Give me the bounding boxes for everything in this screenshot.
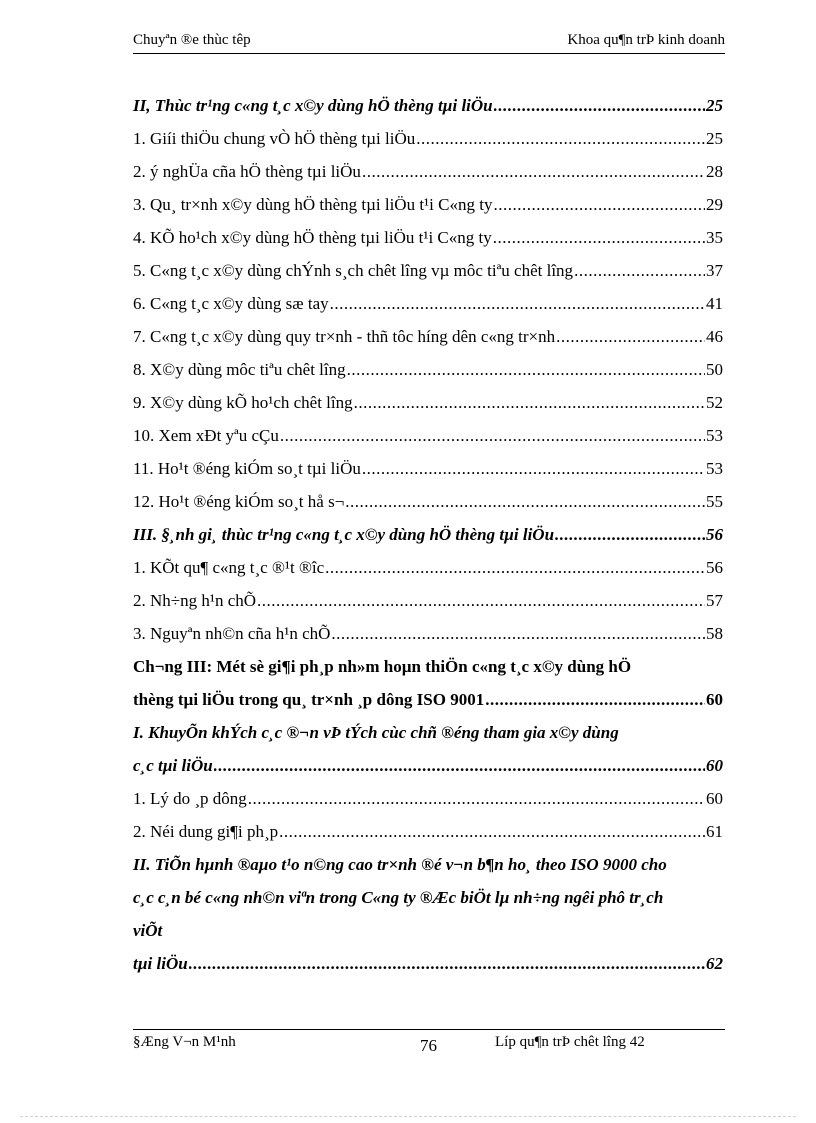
toc-leader-dots	[493, 195, 705, 215]
header-left: Chuyªn ®e thùc têp	[133, 32, 251, 48]
toc-leader-dots	[330, 294, 705, 314]
toc-entry	[133, 657, 723, 690]
toc-leader-dots	[325, 558, 705, 578]
toc-entry-title: 2. ý nghÜa cña hÖ thèng tµi liÖu	[133, 162, 361, 181]
toc-entry-title: 7. C«ng t¸c x©y dùng quy tr×nh - thñ tôc híng dên c«ng tr×nh	[133, 327, 556, 346]
toc-entry-page: 53	[706, 459, 723, 478]
toc-entry-page: 41	[706, 294, 723, 313]
toc-entry	[133, 459, 723, 492]
toc-entry	[133, 558, 723, 591]
footer-author: §Æng V¬n M¹nh	[133, 1034, 236, 1050]
toc-entry-page: 60	[706, 789, 723, 808]
toc-entry	[133, 822, 723, 855]
toc-entry-title: viÕt	[133, 921, 163, 940]
toc-leader-dots	[555, 525, 705, 545]
toc-leader-dots	[354, 393, 705, 413]
page-edge-divider	[20, 1116, 796, 1117]
toc-entry-page: 50	[706, 360, 723, 379]
toc-entry-title: 10. Xem xÐt yªu cÇu	[133, 426, 279, 445]
toc-entry	[133, 855, 723, 888]
toc-entry-title: c¸c tµi liÖu	[133, 756, 213, 775]
toc-entry-title: 6. C«ng t¸c x©y dùng sæ tay	[133, 294, 329, 313]
toc-leader-dots	[331, 624, 705, 644]
toc-entry-title: 8. X©y dùng môc tiªu chêt lîng	[133, 360, 346, 379]
toc-entry-title: 4. KÕ ho¹ch x©y dùng hÖ thèng tµi liÖu t¹i C«ng ty	[133, 228, 492, 247]
toc-leader-dots	[345, 492, 705, 512]
toc-entry-page: 62	[706, 954, 723, 973]
table-of-contents	[133, 96, 723, 987]
toc-entry-page: 46	[706, 327, 723, 346]
toc-entry-title: 1. Lý do ¸p dông	[133, 789, 247, 808]
toc-entry-page: 25	[706, 129, 723, 148]
page-number: 76	[420, 1036, 437, 1055]
page-footer	[133, 1034, 725, 1058]
toc-entry-page: 52	[706, 393, 723, 412]
toc-entry	[133, 690, 723, 723]
toc-entry-title: II. TiÕn hµnh ®aµo t¹o n©ng cao tr×nh ®é v¬n b¶n ho¸ theo ISO 9000 cho	[133, 855, 667, 874]
toc-entry-page: 37	[706, 261, 723, 280]
toc-leader-dots	[280, 426, 705, 446]
toc-entry-title: 2. Néi dung gi¶i ph¸p	[133, 822, 279, 841]
toc-leader-dots	[574, 261, 705, 281]
toc-entry-title: 12. Ho¹t ®éng kiÓm so¸t hå s¬	[133, 492, 345, 511]
toc-entry-page: 60	[706, 690, 723, 709]
toc-entry	[133, 954, 723, 987]
toc-entry-page: 57	[706, 591, 723, 610]
toc-entry	[133, 888, 723, 921]
toc-entry-title: 2. Nh÷ng h¹n chÕ	[133, 591, 257, 610]
toc-entry	[133, 591, 723, 624]
toc-entry	[133, 129, 723, 162]
toc-entry	[133, 195, 723, 228]
toc-entry-page: 28	[706, 162, 723, 181]
toc-entry-title: III. §¸nh gi¸ thùc tr¹ng c«ng t¸c x©y dùng hÖ thèng tµi liÖu	[133, 525, 555, 544]
toc-entry-title: 1. Giíi thiÖu chung vÒ hÖ thèng tµi liÖu	[133, 129, 416, 148]
toc-entry	[133, 294, 723, 327]
toc-entry-title: 11. Ho¹t ®éng kiÓm so¸t tµi liÖu	[133, 459, 361, 478]
toc-leader-dots	[362, 162, 705, 182]
toc-entry	[133, 525, 723, 558]
toc-entry-page: 61	[706, 822, 723, 841]
toc-entry-title: 3. Qu¸ tr×nh x©y dùng hÖ thèng tµi liÖu t¹i C«ng ty	[133, 195, 493, 214]
toc-entry-page: 53	[706, 426, 723, 445]
footer-rule	[133, 1029, 725, 1030]
toc-leader-dots	[556, 327, 705, 347]
toc-entry	[133, 921, 723, 954]
toc-leader-dots	[493, 228, 705, 248]
toc-leader-dots	[189, 954, 705, 974]
toc-leader-dots	[416, 129, 705, 149]
toc-leader-dots	[257, 591, 705, 611]
toc-entry-page: 25	[706, 96, 723, 115]
toc-leader-dots	[362, 459, 705, 479]
toc-entry	[133, 261, 723, 294]
toc-leader-dots	[347, 360, 705, 380]
toc-entry	[133, 756, 723, 789]
toc-entry-page: 56	[706, 525, 723, 544]
toc-leader-dots	[485, 690, 705, 710]
page-header	[133, 32, 725, 54]
header-rule	[133, 53, 725, 54]
toc-entry-title: 3. Nguyªn nh©n cña h¹n chÕ	[133, 624, 331, 643]
toc-entry	[133, 360, 723, 393]
toc-entry-title: I. KhuyÕn khÝch c¸c ®¬n vÞ tÝch cùc chñ ®éng tham gia x©y dùng	[133, 723, 619, 742]
toc-entry-title: thèng tµi liÖu trong qu¸ tr×nh ¸p dông ISO 9001	[133, 690, 485, 709]
toc-entry-title: 1. KÕt qu¶ c«ng t¸c ®¹t ®îc	[133, 558, 325, 577]
toc-entry-page: 55	[706, 492, 723, 511]
toc-entry	[133, 492, 723, 525]
toc-entry	[133, 789, 723, 822]
toc-entry	[133, 96, 723, 129]
toc-entry	[133, 327, 723, 360]
toc-entry-title: Ch¬ng III: Mét sè gi¶i ph¸p nh»m hoµn thiÖn c«ng t¸c x©y dùng hÖ	[133, 657, 632, 676]
toc-entry-title: 5. C«ng t¸c x©y dùng chÝnh s¸ch chêt lîng vµ môc tiªu chêt lîng	[133, 261, 574, 280]
toc-entry	[133, 426, 723, 459]
toc-leader-dots	[494, 96, 705, 116]
toc-entry-page: 35	[706, 228, 723, 247]
toc-entry	[133, 624, 723, 657]
toc-entry-page: 56	[706, 558, 723, 577]
toc-entry	[133, 723, 723, 756]
toc-leader-dots	[279, 822, 705, 842]
toc-entry-title: c¸c c¸n bé c«ng nh©n viªn trong C«ng ty ®Æc biÖt lµ nh÷ng ngêi phô tr¸ch	[133, 888, 664, 907]
toc-entry	[133, 162, 723, 195]
toc-entry-page: 60	[706, 756, 723, 775]
toc-leader-dots	[214, 756, 705, 776]
toc-entry-page: 29	[706, 195, 723, 214]
header-right: Khoa qu¶n trÞ kinh doanh	[567, 32, 725, 48]
toc-entry-page: 58	[706, 624, 723, 643]
toc-leader-dots	[248, 789, 705, 809]
footer-class: Líp qu¶n trÞ chêt lîng 42	[495, 1034, 645, 1050]
toc-entry-title: II, Thùc tr¹ng c«ng t¸c x©y dùng hÖ thèng tµi liÖu	[133, 96, 493, 115]
toc-entry-title: tµi liÖu	[133, 954, 188, 973]
toc-entry	[133, 393, 723, 426]
toc-entry-title: 9. X©y dùng kÕ ho¹ch chêt lîng	[133, 393, 353, 412]
toc-entry	[133, 228, 723, 261]
